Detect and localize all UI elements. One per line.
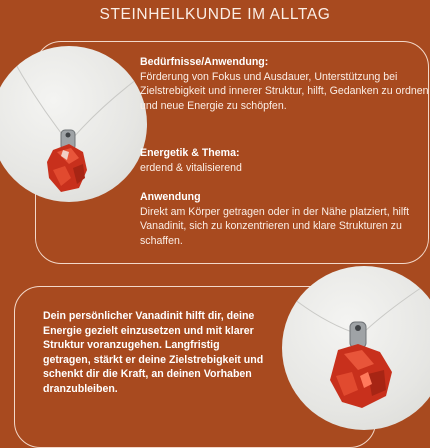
section-text: Direkt am Körper getragen oder in der Nähe platziert, hilft Vanadinit, sich zu konzentrieren und klare Strukturen zu schaffen. bbox=[140, 205, 410, 247]
section-usage bbox=[140, 190, 430, 248]
section-heading: Energetik & Thema: bbox=[140, 147, 240, 159]
section-text: Förderung von Fokus und Ausdauer, Unterstützung bei Zielstrebigkeit und innerer Struktur, hilft, Gedanken zu ordnen und neue Energie zu schöpfen. bbox=[140, 70, 429, 112]
section-needs bbox=[140, 55, 430, 113]
summary-text: Dein persönlicher Vanadinit hilft dir, deine Energie gezielt einzusetzen und mit klarer Struktur voranzugehen. Langfristig getragen, stärkt er deine Zielstrebigkeit und schenkt dir die Kraft, an deinen Vorhaben dranzubleiben. bbox=[43, 310, 264, 395]
section-heading: Anwendung bbox=[140, 191, 201, 203]
section-text: erdend & vitalisierend bbox=[140, 161, 242, 174]
section-heading: Bedürfnisse/Anwendung: bbox=[140, 56, 269, 68]
section-energetics bbox=[140, 146, 430, 175]
page-title: STEINHEILKUNDE IM ALLTAG bbox=[99, 6, 331, 23]
